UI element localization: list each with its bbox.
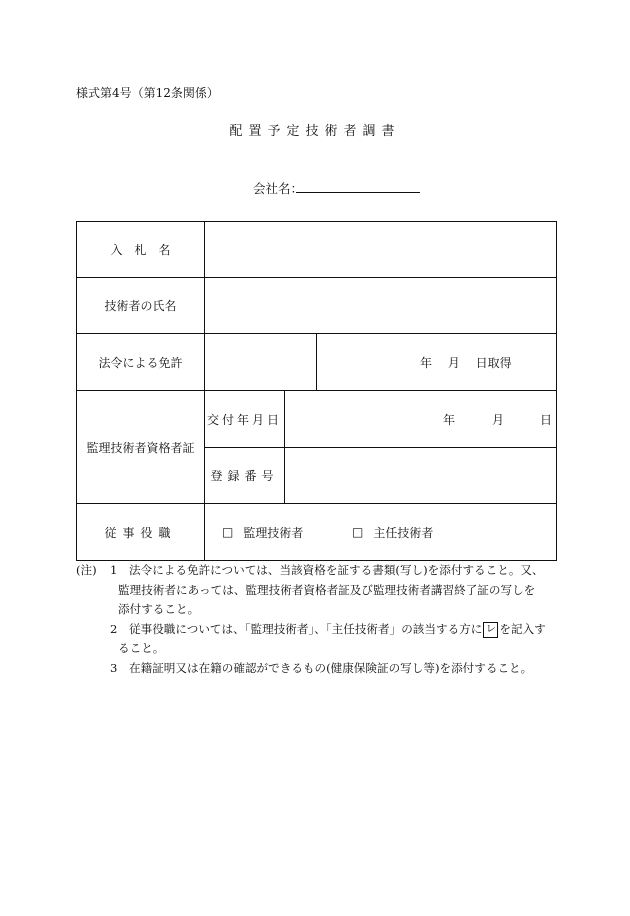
issue-year-unit[interactable]: 年 <box>443 412 456 427</box>
company-name-field[interactable] <box>296 192 420 193</box>
role-option-chief-label: 主任技術者 <box>373 525 434 540</box>
note-1-line-3: 添付すること。 <box>118 602 200 616</box>
issue-date-label: 交付年月日 <box>206 412 282 427</box>
role-option-supervising[interactable] <box>222 504 332 560</box>
checkbox-icon[interactable]: □ <box>222 525 234 539</box>
license-label: 法令による免許 <box>98 355 183 370</box>
issue-month-unit[interactable]: 月 <box>492 412 505 427</box>
note-1-number: 1 <box>110 563 118 577</box>
company-label: 会社名： <box>253 181 304 196</box>
note-2-line-1b: を記入す <box>499 621 546 636</box>
bid-name-label: 入 札 名 <box>110 243 171 257</box>
notes-section <box>76 561 566 678</box>
engineer-name-field[interactable] <box>205 278 556 333</box>
document-title: 配置予定技術者調書 <box>229 124 401 139</box>
note-2-line-1a: 従事役職については、「監理技術者」、「主任技術者」の該当する方に <box>129 621 483 636</box>
engineer-name-label: 技術者の氏名 <box>104 299 177 313</box>
note-2-number: 2 <box>110 621 118 636</box>
registration-number-field[interactable] <box>285 448 556 503</box>
role-option-chief[interactable] <box>352 504 462 560</box>
bid-name-field[interactable] <box>205 222 556 277</box>
role-label: 従事役職 <box>104 525 177 540</box>
license-field[interactable] <box>205 334 316 390</box>
note-3-number: 3 <box>110 660 118 675</box>
registration-number-label: 登録番号 <box>210 469 279 483</box>
note-2-line-2: ること。 <box>118 641 165 655</box>
issue-day-unit[interactable]: 日 <box>540 412 553 427</box>
note-3-line-1: 在籍証明又は在籍の確認ができるもの(健康保険証の写し等)を添付すること。 <box>129 660 533 675</box>
form-number: 様式第4号（第12条関係） <box>76 86 219 100</box>
note-1-line-1: 法令による免許については、当該資格を証する書類(写し)を添付すること。又、 <box>129 563 544 577</box>
notes-prefix: (注) <box>76 563 97 577</box>
certificate-label: 監理技術者資格者証 <box>86 440 195 455</box>
license-acquired-date[interactable]: 年 月 日取得 <box>420 355 512 370</box>
checkbox-icon[interactable]: □ <box>352 525 364 539</box>
role-option-supervising-label: 監理技術者 <box>243 525 304 540</box>
check-mark-box-icon: レ <box>483 622 498 638</box>
note-1-line-2: 監理技術者にあっては、監理技術者資格者証及び監理技術者講習終了証の写しを <box>118 582 536 597</box>
